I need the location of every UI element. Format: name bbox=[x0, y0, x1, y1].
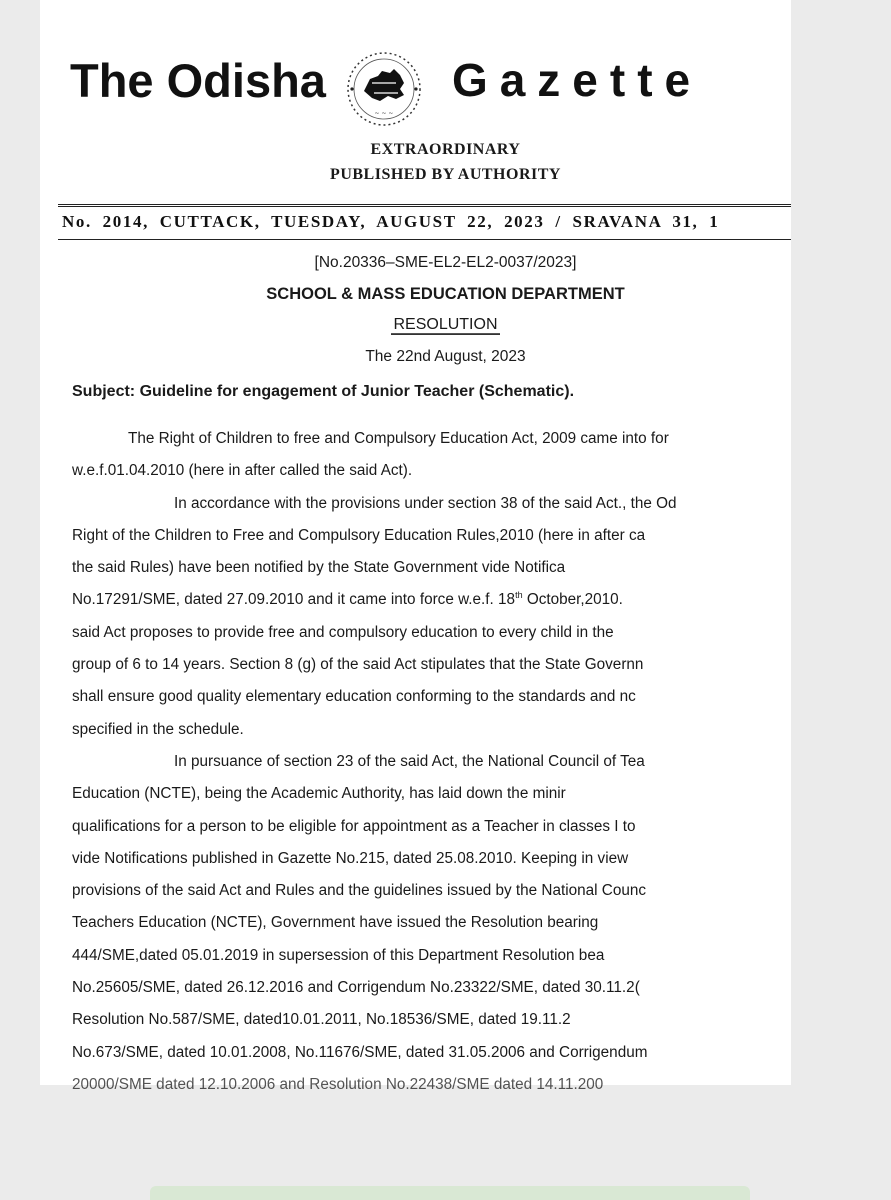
body-line: w.e.f.01.04.2010 (here in after called the said Act). bbox=[72, 462, 413, 480]
issue-line: No. 2014, CUTTACK, TUESDAY, AUGUST 22, 2023 / SRAVANA 31, 1 bbox=[62, 212, 720, 231]
bottom-green-strip bbox=[150, 1186, 750, 1200]
body-line: vide Notifications published in Gazette No.215, dated 25.08.2010. Keeping in view bbox=[72, 849, 629, 867]
body-line-part: October,2010. bbox=[522, 591, 623, 609]
body-line: In pursuance of section 23 of the said Act, the National Council of Tea bbox=[174, 752, 645, 770]
body-line: qualifications for a person to be eligible for appointment as a Teacher in classes I to bbox=[72, 817, 636, 835]
body-line-cut: 20000/SME dated 12.10.2006 and Resolution No.22438/SME dated 14.11.200 bbox=[72, 1075, 604, 1093]
body-line: 444/SME,dated 05.01.2019 in supersession of this Department Resolution bea bbox=[72, 946, 605, 964]
body-line bbox=[72, 584, 791, 616]
masthead bbox=[70, 50, 703, 117]
body-line: Education (NCTE), being the Academic Authority, has laid down the minir bbox=[72, 785, 566, 803]
resolution-heading-text: RESOLUTION bbox=[393, 316, 498, 333]
body-line: Right of the Children to Free and Compulsory Education Rules,2010 (here in after ca bbox=[72, 526, 646, 544]
body-line: shall ensure good quality elementary education conforming to the standards and nc bbox=[72, 688, 636, 706]
reference-number: [No.20336–SME-EL2-EL2-0037/2023] bbox=[314, 254, 577, 271]
body-line: the said Rules) have been notified by the State Government vide Notifica bbox=[72, 559, 566, 577]
masthead-title-left: The Odisha bbox=[70, 53, 326, 107]
extraordinary-label: EXTRAORDINARY bbox=[370, 141, 521, 158]
body-line: No.673/SME, dated 10.01.2008, No.11676/SME, dated 31.05.2006 and Corrigendum bbox=[72, 1043, 648, 1061]
top-rule-double bbox=[58, 206, 791, 207]
superscript: th bbox=[515, 590, 523, 601]
body-line: In accordance with the provisions under section 38 of the said Act., the Od bbox=[174, 494, 677, 512]
published-by-authority: PUBLISHED BY AUTHORITY bbox=[330, 166, 561, 183]
bottom-rule bbox=[58, 239, 791, 240]
body-line-part: No.17291/SME, dated 27.09.2010 and it came into force w.e.f. 18 bbox=[72, 591, 516, 609]
body-line: No.25605/SME, dated 26.12.2016 and Corrigendum No.23322/SME, dated 30.11.2( bbox=[72, 979, 640, 997]
resolution-date: The 22nd August, 2023 bbox=[365, 348, 526, 365]
svg-text:~ ~ ~: ~ ~ ~ bbox=[374, 110, 394, 117]
subject-line: Subject: Guideline for engagement of Junior Teacher (Schematic). bbox=[72, 383, 575, 400]
department-name: SCHOOL & MASS EDUCATION DEPARTMENT bbox=[266, 285, 625, 303]
body-line: group of 6 to 14 years. Section 8 (g) of the said Act stipulates that the State Governn bbox=[72, 656, 644, 674]
resolution-body bbox=[72, 423, 791, 1101]
top-rule bbox=[58, 204, 791, 205]
resolution-heading bbox=[0, 316, 891, 334]
body-line: provisions of the said Act and Rules and the guidelines issued by the National Counc bbox=[72, 882, 646, 900]
masthead-title-right: Gazette bbox=[451, 54, 703, 106]
body-line: specified in the schedule. bbox=[72, 720, 244, 738]
body-line: The Right of Children to free and Compulsory Education Act, 2009 came into for bbox=[128, 430, 669, 447]
body-line: Resolution No.587/SME, dated10.01.2011, No.18536/SME, dated 19.11.2 bbox=[72, 1011, 571, 1029]
body-line: Teachers Education (NCTE), Government have issued the Resolution bearing bbox=[72, 914, 599, 932]
body-line: said Act proposes to provide free and compulsory education to every child in the bbox=[72, 623, 614, 641]
odisha-emblem-icon bbox=[330, 49, 438, 129]
